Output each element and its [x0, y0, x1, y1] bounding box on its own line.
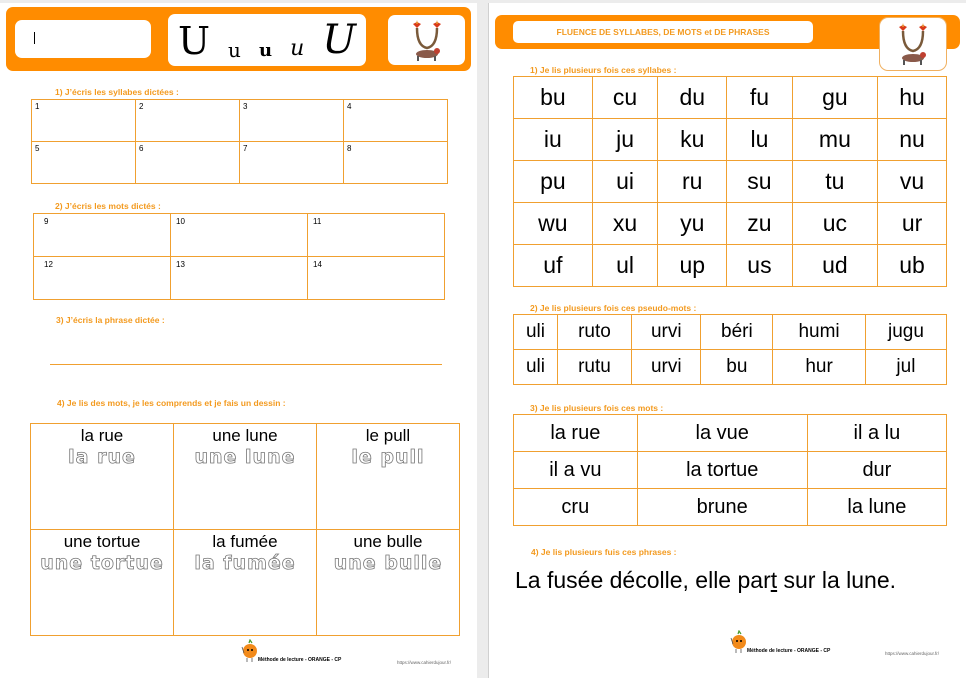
pseudo-word-cell: ruto [557, 315, 631, 350]
word-label: la fumée [212, 532, 278, 551]
sentence-text: sur la lune. [777, 567, 897, 593]
syllable-cell: ud [792, 245, 877, 287]
text-cursor [34, 32, 35, 44]
header-band [6, 7, 471, 71]
footer-label: Méthode de lecture - ORANGE - CP [258, 657, 342, 663]
reading-sentence [515, 563, 935, 597]
answer-cell[interactable]: 2 [136, 100, 240, 142]
syllable-cell: ru [658, 161, 727, 203]
syllable-cell: ur [878, 203, 947, 245]
footer-url[interactable]: https://www.cahierdujour.fr/ [885, 651, 940, 656]
section-title: 4) Je lis des mots, je les comprends et je fais un dessin : [57, 398, 286, 408]
answer-cell[interactable]: 13 [171, 257, 308, 300]
answer-cell[interactable]: 5 [32, 142, 136, 184]
pseudo-word-cell: urvi [632, 315, 701, 350]
decorative-word: une lune [194, 446, 296, 468]
word-cell: la lune [807, 489, 946, 526]
answer-cell[interactable]: 4 [344, 100, 448, 142]
mascot-box [879, 17, 947, 71]
syllable-cell: fu [727, 77, 793, 119]
letter-lowercase-bold: u [258, 40, 273, 61]
pseudo-word-cell: uli [514, 315, 558, 350]
syllable-cell: nu [878, 119, 947, 161]
pseudo-word-cell: urvi [632, 350, 701, 385]
fluency-page [488, 3, 966, 678]
syllable-cell: vu [878, 161, 947, 203]
word-fluency-grid [513, 414, 947, 526]
letter-u-mascot-icon [893, 21, 933, 67]
section-title: 3) Je lis plusieurs fois ces mots : [530, 403, 664, 413]
page-title: FLUENCE DE SYLLABES, DE MOTS et DE PHRASES [513, 21, 813, 43]
section-title: 4) Je lis plusieurs fuis ces phrases : [531, 547, 677, 557]
syllable-cell: lu [727, 119, 793, 161]
decorative-word: la fumée [194, 552, 296, 574]
word-cell: dur [807, 452, 946, 489]
syllable-cell: yu [658, 203, 727, 245]
syllable-dictation-grid [31, 99, 448, 184]
word-cell: cru [514, 489, 638, 526]
footer-url[interactable]: https://www.cahierdujour.fr/ [397, 660, 452, 665]
section-title: 1) J’écris les syllabes dictées : [55, 87, 179, 97]
syllable-cell: bu [514, 77, 593, 119]
word-cell: la vue [637, 415, 807, 452]
word-cell: brune [637, 489, 807, 526]
decorative-word: la rue [68, 446, 136, 468]
syllable-cell: xu [592, 203, 658, 245]
syllable-cell: ul [592, 245, 658, 287]
word-cell: la tortue [637, 452, 807, 489]
drawing-cell[interactable] [317, 424, 460, 530]
pseudo-word-cell: hur [773, 350, 866, 385]
pseudo-word-cell: uli [514, 350, 558, 385]
section-title: 1) Je lis plusieurs fois ces syllabes : [530, 65, 677, 75]
answer-cell[interactable]: 11 [308, 214, 445, 257]
syllable-cell: iu [514, 119, 593, 161]
footer [729, 630, 830, 654]
answer-cell[interactable]: 6 [136, 142, 240, 184]
name-field[interactable] [15, 20, 151, 58]
syllable-cell: ju [592, 119, 658, 161]
footer-label: Méthode de lecture - ORANGE - CP [747, 648, 831, 654]
decorative-word: une bulle [333, 552, 443, 574]
section-title: 2) J’écris les mots dictés : [55, 201, 161, 211]
section-title: 2) Je lis plusieurs fois ces pseudo-mots : [530, 303, 697, 313]
pseudo-word-grid [513, 314, 947, 385]
syllable-cell: tu [792, 161, 877, 203]
syllable-cell: ub [878, 245, 947, 287]
syllable-cell: uc [792, 203, 877, 245]
answer-cell[interactable]: 1 [32, 100, 136, 142]
word-label: une lune [212, 426, 278, 445]
word-cell: la rue [514, 415, 638, 452]
orange-mascot-icon [729, 630, 747, 654]
syllable-cell: du [658, 77, 727, 119]
silent-letter: t [770, 567, 778, 593]
letter-forms-box [168, 14, 366, 66]
letter-u-mascot-icon [407, 18, 447, 62]
answer-cell[interactable]: 8 [344, 142, 448, 184]
mascot-box [388, 15, 465, 65]
letter-lowercase-print: u [228, 38, 241, 62]
syllable-cell: uf [514, 245, 593, 287]
pseudo-word-cell: jugu [865, 315, 946, 350]
pseudo-word-cell: rutu [557, 350, 631, 385]
drawing-cell[interactable] [31, 424, 174, 530]
syllable-cell: gu [792, 77, 877, 119]
pseudo-word-cell: béri [701, 315, 773, 350]
letter-uppercase-cursive: U [322, 17, 356, 63]
syllable-cell: cu [592, 77, 658, 119]
pseudo-word-cell: bu [701, 350, 773, 385]
syllable-cell: pu [514, 161, 593, 203]
word-label: une bulle [353, 532, 423, 551]
decorative-word: une tortue [40, 552, 164, 574]
word-label: la rue [80, 426, 124, 445]
answer-cell[interactable]: 12 [34, 257, 171, 300]
answer-cell[interactable]: 9 [34, 214, 171, 257]
dictation-page [0, 3, 477, 678]
letter-lowercase-cursive: u [290, 36, 305, 61]
sentence-writing-line[interactable] [50, 364, 442, 365]
answer-cell[interactable]: 7 [240, 142, 344, 184]
letter-uppercase-print: U [178, 19, 211, 63]
word-cell: il a vu [514, 452, 638, 489]
sentence-text: La fusée décolle, elle par [515, 567, 771, 593]
answer-cell[interactable]: 14 [308, 257, 445, 300]
drawing-cell[interactable] [317, 530, 460, 636]
syllable-cell: us [727, 245, 793, 287]
answer-cell[interactable]: 3 [240, 100, 344, 142]
orange-mascot-icon [240, 639, 258, 663]
pseudo-word-cell: humi [773, 315, 866, 350]
syllable-cell: zu [727, 203, 793, 245]
word-cell: il a lu [807, 415, 946, 452]
word-label: une tortue [63, 532, 141, 551]
syllable-cell: wu [514, 203, 593, 245]
syllable-fluency-grid [513, 76, 947, 287]
drawing-cell[interactable] [31, 530, 174, 636]
word-dictation-grid [33, 213, 445, 300]
syllable-cell: hu [878, 77, 947, 119]
decorative-word: le pull [351, 446, 425, 468]
drawing-grid [30, 423, 460, 636]
section-title: 3) J’écris la phrase dictée : [56, 315, 165, 325]
answer-cell[interactable]: 10 [171, 214, 308, 257]
syllable-cell: mu [792, 119, 877, 161]
syllable-cell: ui [592, 161, 658, 203]
drawing-cell[interactable] [174, 424, 317, 530]
footer [240, 639, 341, 663]
pseudo-word-cell: jul [865, 350, 946, 385]
syllable-cell: su [727, 161, 793, 203]
word-label: le pull [365, 426, 411, 445]
drawing-cell[interactable] [174, 530, 317, 636]
syllable-cell: ku [658, 119, 727, 161]
syllable-cell: up [658, 245, 727, 287]
